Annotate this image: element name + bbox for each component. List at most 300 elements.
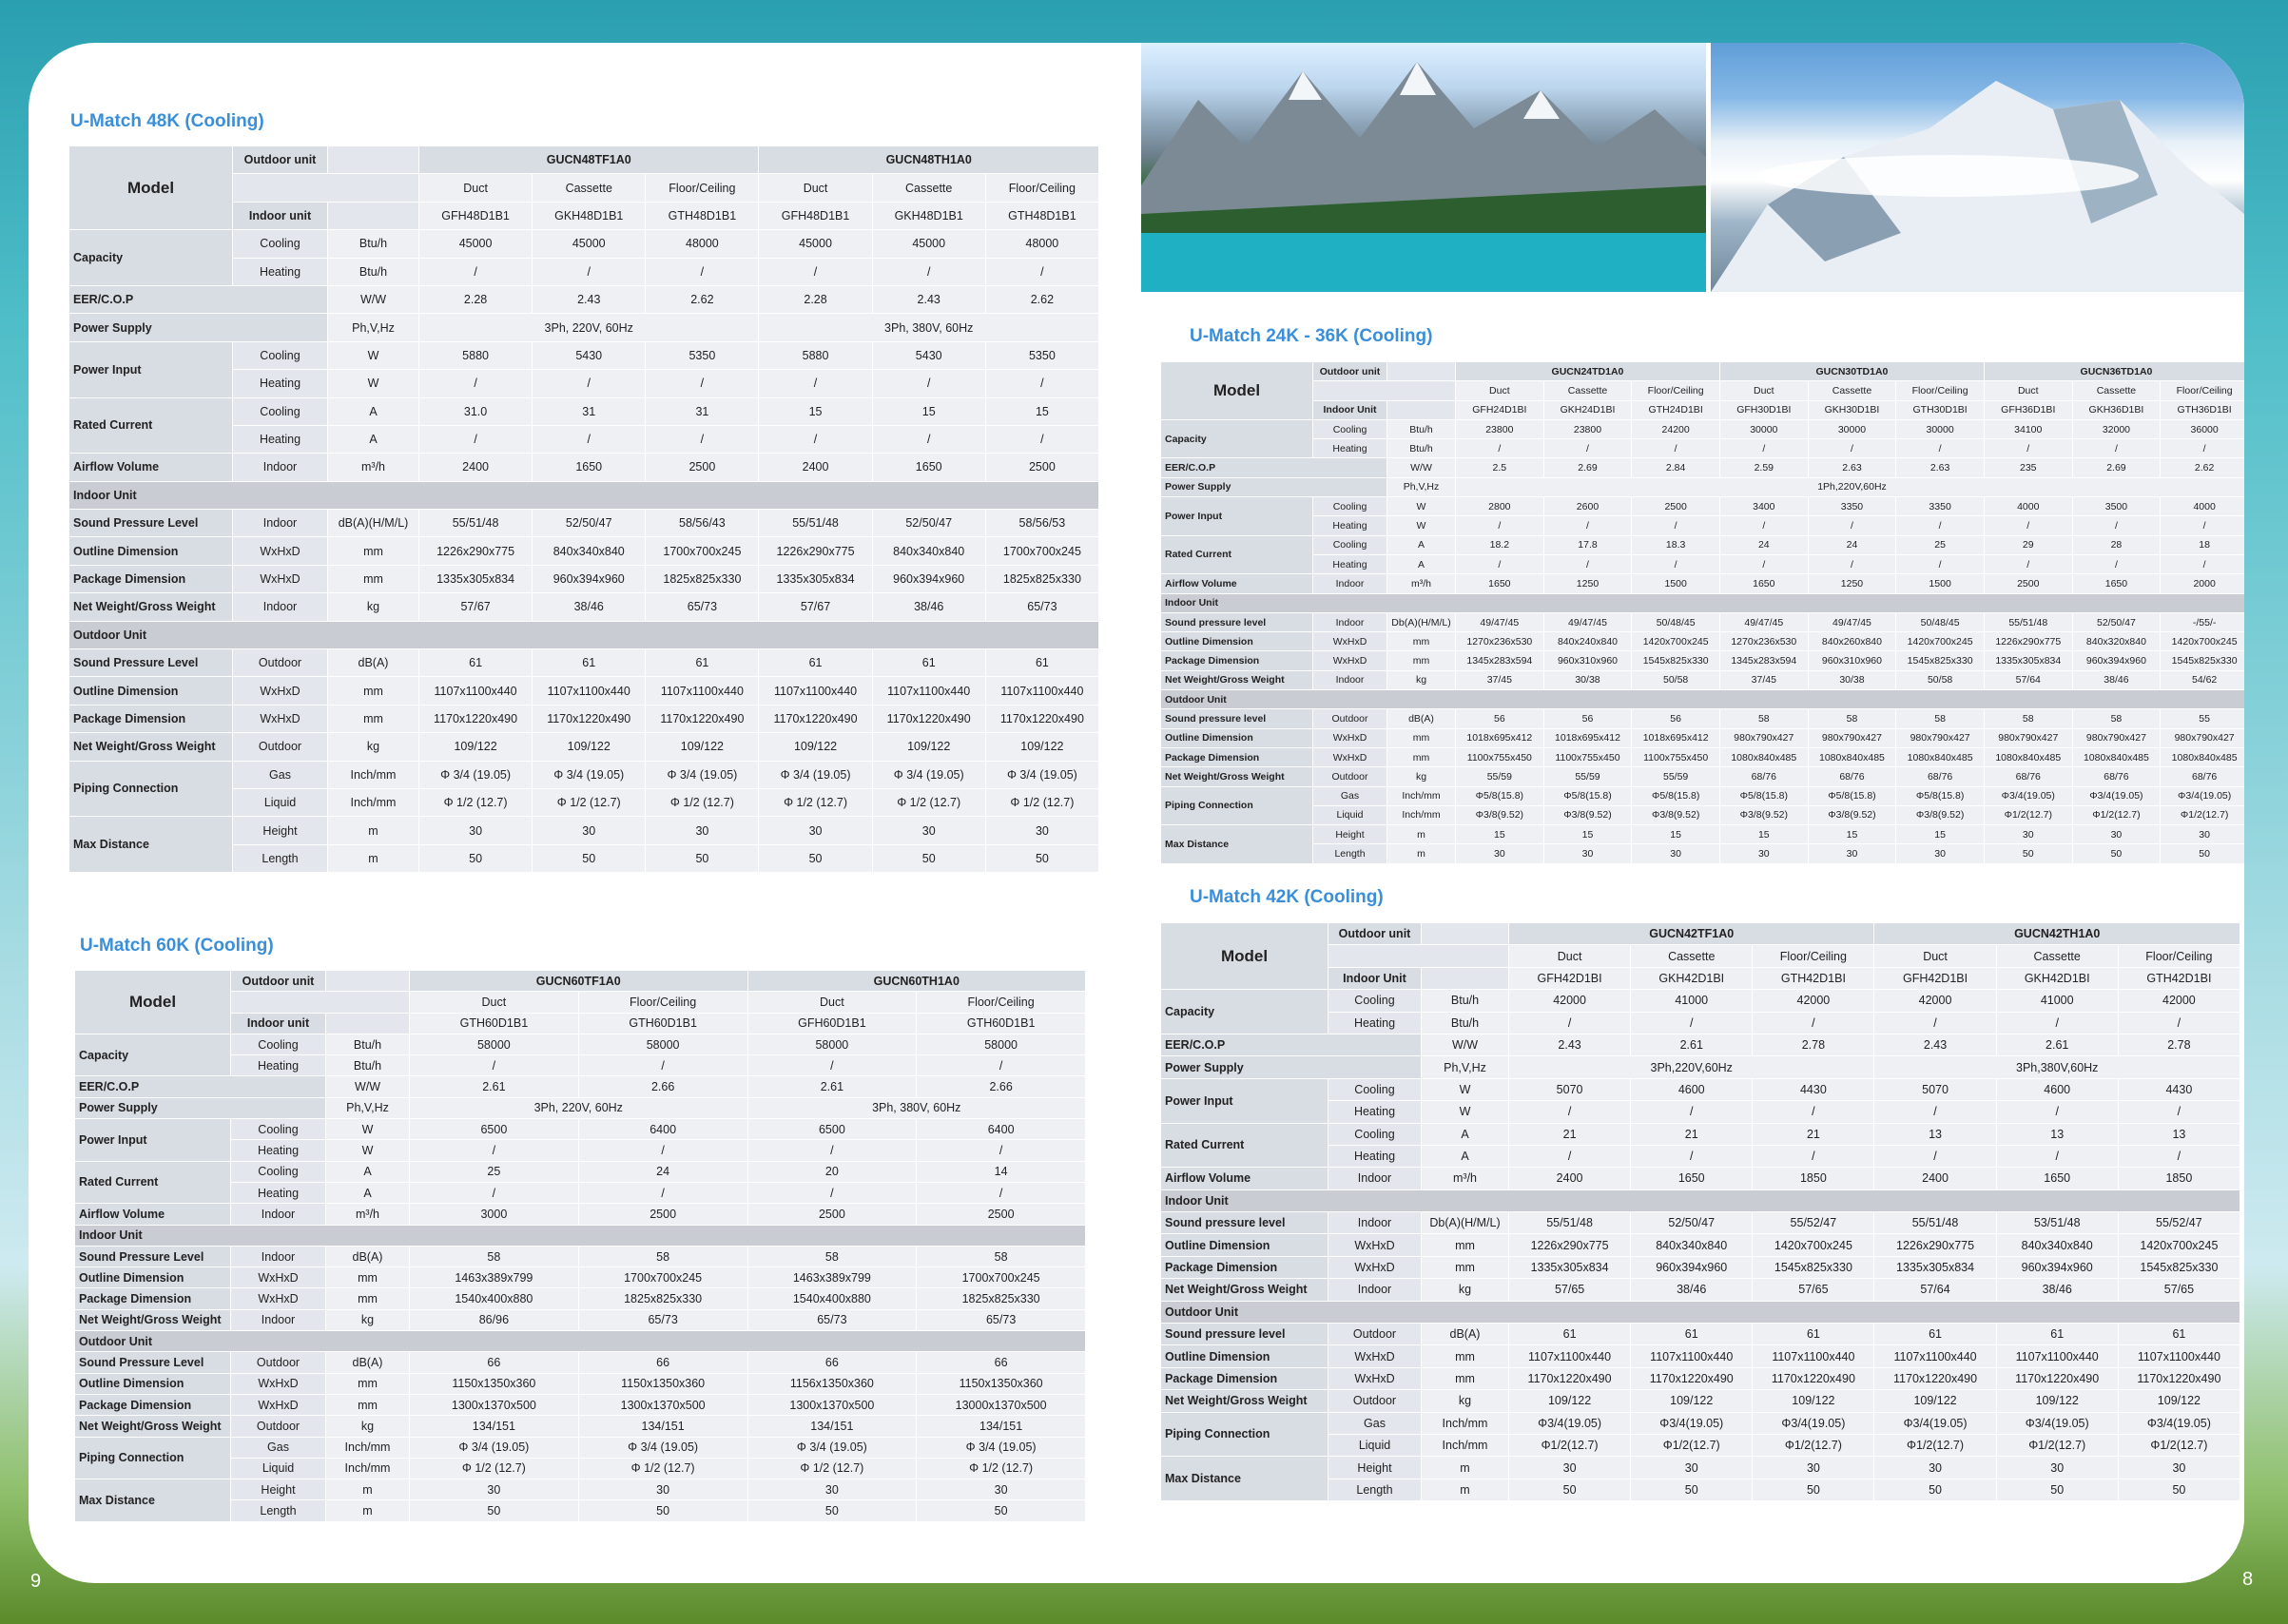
indoor-model: GTH60D1B1 bbox=[410, 1013, 579, 1034]
value-cell: Φ3/8(9.52) bbox=[1456, 805, 1544, 824]
unit-cell: mm bbox=[1387, 651, 1456, 670]
value-cell: / bbox=[1456, 516, 1544, 535]
value-cell: 21 bbox=[1509, 1123, 1631, 1145]
table-row bbox=[69, 510, 1099, 537]
unit-cell: A bbox=[328, 425, 419, 453]
row-sublabel: WxHxD bbox=[1313, 728, 1387, 747]
value-cell: 50 bbox=[419, 844, 533, 872]
table-row bbox=[75, 1352, 1086, 1373]
value-cell: 58 bbox=[1896, 709, 1985, 728]
value-cell: 34100 bbox=[1984, 419, 2072, 438]
value-cell: 38/46 bbox=[1631, 1279, 1753, 1301]
value-cell: 5350 bbox=[985, 341, 1098, 369]
value-cell: 45000 bbox=[533, 230, 646, 258]
blank-cell bbox=[326, 1013, 410, 1034]
row-sublabel: Outdoor bbox=[1328, 1390, 1422, 1412]
value-cell: 1170x1220x490 bbox=[1631, 1367, 1753, 1389]
row-label: Power Input bbox=[69, 341, 233, 397]
value-cell: 30 bbox=[1984, 825, 2072, 844]
value-cell: 1335x305x834 bbox=[759, 565, 872, 592]
indoor-type: Floor/Ceiling bbox=[2118, 945, 2240, 967]
unit-cell: Inch/mm bbox=[328, 788, 419, 816]
value-cell: 2.61 bbox=[747, 1076, 917, 1097]
row-sublabel: Outdoor bbox=[233, 733, 328, 761]
value-cell: 2500 bbox=[985, 454, 1098, 481]
section-header: Indoor Unit bbox=[69, 481, 1099, 509]
value-cell: Φ 3/4 (19.05) bbox=[872, 761, 985, 788]
value-cell: 1100x755x450 bbox=[1543, 747, 1632, 766]
value-cell: / bbox=[2161, 439, 2244, 458]
table-row bbox=[75, 1437, 1086, 1458]
table-row bbox=[1161, 612, 2245, 631]
value-cell: 1420x700x245 bbox=[1896, 632, 1985, 651]
value-cell: 134/151 bbox=[578, 1416, 747, 1437]
value-cell: 4000 bbox=[2161, 497, 2244, 516]
value-cell: 15 bbox=[1543, 825, 1632, 844]
row-sublabel: WxHxD bbox=[231, 1373, 326, 1394]
value-cell: 1107x1100x440 bbox=[1874, 1345, 1996, 1367]
unit-cell: A bbox=[1387, 554, 1456, 573]
indoor-type: Duct bbox=[1874, 945, 1996, 967]
value-cell: 1107x1100x440 bbox=[2118, 1345, 2240, 1367]
value-cell: Φ 3/4 (19.05) bbox=[759, 761, 872, 788]
value-cell: Φ5/8(15.8) bbox=[1719, 786, 1808, 805]
value-cell: Φ1/2(12.7) bbox=[1874, 1434, 1996, 1456]
value-cell: 58 bbox=[1719, 709, 1808, 728]
value-cell: Φ5/8(15.8) bbox=[1632, 786, 1720, 805]
value-cell: Φ3/4(19.05) bbox=[2072, 786, 2161, 805]
value-cell: Φ1/2(12.7) bbox=[2072, 805, 2161, 824]
row-sublabel: Height bbox=[231, 1479, 326, 1500]
value-cell: / bbox=[1719, 439, 1808, 458]
value-cell: 68/76 bbox=[1984, 767, 2072, 786]
value-cell: Φ 3/4 (19.05) bbox=[646, 761, 759, 788]
row-sublabel: Length bbox=[231, 1500, 326, 1521]
row-sublabel: Cooling bbox=[233, 341, 328, 369]
value-cell: Φ1/2(12.7) bbox=[1753, 1434, 1874, 1456]
table-row bbox=[75, 1479, 1086, 1500]
value-cell: 50/58 bbox=[1632, 670, 1720, 689]
value-cell: 58 bbox=[578, 1246, 747, 1266]
value-cell: Φ 1/2 (12.7) bbox=[419, 788, 533, 816]
unit-cell: dB(A) bbox=[328, 649, 419, 677]
table-header-row bbox=[1161, 400, 2245, 419]
section-row bbox=[1161, 1301, 2240, 1323]
value-cell: / bbox=[1896, 554, 1985, 573]
row-label: Rated Current bbox=[1161, 535, 1313, 574]
row-label: Net Weight/Gross Weight bbox=[1161, 670, 1313, 689]
value-cell: 50 bbox=[1984, 844, 2072, 863]
value-cell: 2400 bbox=[1874, 1168, 1996, 1189]
value-cell: 109/122 bbox=[872, 733, 985, 761]
value-cell: 840x240x840 bbox=[1543, 632, 1632, 651]
blank-cell bbox=[1422, 967, 1509, 989]
power-supply-value: 3Ph,380V,60Hz bbox=[1874, 1056, 2240, 1078]
indoor-model: GFH42D1BI bbox=[1509, 967, 1631, 989]
value-cell: / bbox=[1984, 554, 2072, 573]
table-header-row bbox=[1161, 923, 2240, 945]
value-cell: 1700x700x245 bbox=[917, 1267, 1086, 1288]
value-cell: 980x790x427 bbox=[2161, 728, 2244, 747]
row-label: Max Distance bbox=[75, 1479, 231, 1522]
blank-cell bbox=[1422, 923, 1509, 945]
value-cell: / bbox=[747, 1182, 917, 1203]
value-cell: 1080x840x485 bbox=[1719, 747, 1808, 766]
table-header-row bbox=[69, 146, 1099, 174]
row-sublabel: Heating bbox=[233, 425, 328, 453]
value-cell: 1107x1100x440 bbox=[646, 677, 759, 705]
value-cell: 1080x840x485 bbox=[1896, 747, 1985, 766]
indoor-type: Cassette bbox=[872, 174, 985, 202]
section-header: Outdoor Unit bbox=[75, 1331, 1086, 1352]
value-cell: 2.62 bbox=[985, 285, 1098, 313]
unit-cell: dB(A) bbox=[326, 1352, 410, 1373]
value-cell: 54/62 bbox=[2161, 670, 2244, 689]
unit-cell: m³/h bbox=[328, 454, 419, 481]
unit-cell: Inch/mm bbox=[326, 1458, 410, 1479]
row-sublabel: Cooling bbox=[231, 1161, 326, 1182]
value-cell: 30/38 bbox=[1543, 670, 1632, 689]
value-cell: 38/46 bbox=[2072, 670, 2161, 689]
value-cell: 1018x695x412 bbox=[1456, 728, 1544, 747]
row-sublabel: Heating bbox=[233, 258, 328, 285]
unit-cell: kg bbox=[1422, 1279, 1509, 1301]
value-cell: 48000 bbox=[646, 230, 759, 258]
unit-cell: Btu/h bbox=[326, 1055, 410, 1076]
unit-cell: kg bbox=[328, 733, 419, 761]
indoor-unit-header: Indoor unit bbox=[231, 1013, 326, 1034]
value-cell: 50 bbox=[1631, 1479, 1753, 1500]
value-cell: 2.59 bbox=[1719, 458, 1808, 477]
value-cell: 52/50/47 bbox=[2072, 612, 2161, 631]
table-row bbox=[1161, 1034, 2240, 1055]
table-row bbox=[75, 1416, 1086, 1437]
unit-cell: kg bbox=[1387, 767, 1456, 786]
unit-cell: Ph,V,Hz bbox=[1387, 477, 1456, 496]
value-cell: Φ 1/2 (12.7) bbox=[759, 788, 872, 816]
row-label: Capacity bbox=[1161, 990, 1328, 1034]
value-cell: 1545x825x330 bbox=[2161, 651, 2244, 670]
row-sublabel: Gas bbox=[233, 761, 328, 788]
row-label: Package Dimension bbox=[1161, 1256, 1328, 1278]
row-sublabel: WxHxD bbox=[1328, 1256, 1422, 1278]
value-cell: 49/47/45 bbox=[1543, 612, 1632, 631]
value-cell: Φ1/2(12.7) bbox=[2161, 805, 2244, 824]
value-cell: Φ5/8(15.8) bbox=[1808, 786, 1896, 805]
value-cell: 57/64 bbox=[1874, 1279, 1996, 1301]
section-header: Outdoor Unit bbox=[1161, 1301, 2240, 1323]
value-cell: 1335x305x834 bbox=[1509, 1256, 1631, 1278]
value-cell: 1345x283x594 bbox=[1719, 651, 1808, 670]
indoor-unit-header: Indoor Unit bbox=[1313, 400, 1387, 419]
value-cell: 66 bbox=[917, 1352, 1086, 1373]
row-sublabel: Indoor bbox=[1313, 574, 1387, 593]
section-row bbox=[69, 481, 1099, 509]
value-cell: 4000 bbox=[1984, 497, 2072, 516]
indoor-type: Cassette bbox=[1631, 945, 1753, 967]
value-cell: 42000 bbox=[1509, 990, 1631, 1012]
value-cell: 30 bbox=[1631, 1457, 1753, 1479]
table-row bbox=[69, 761, 1099, 788]
value-cell: 1080x840x485 bbox=[1984, 747, 2072, 766]
table-row bbox=[1161, 1078, 2240, 1100]
value-cell: Φ3/4(19.05) bbox=[1984, 786, 2072, 805]
value-cell: 1170x1220x490 bbox=[985, 705, 1098, 732]
blank-cell bbox=[1387, 400, 1456, 419]
value-cell: / bbox=[872, 370, 985, 397]
row-label: Sound Pressure Level bbox=[75, 1246, 231, 1266]
unit-cell: W bbox=[1422, 1078, 1509, 1100]
spec-table-48k bbox=[68, 145, 1099, 873]
value-cell: Φ3/4(19.05) bbox=[2118, 1412, 2240, 1434]
value-cell: 1335x305x834 bbox=[419, 565, 533, 592]
value-cell: 57/65 bbox=[1509, 1279, 1631, 1301]
unit-cell: mm bbox=[1387, 632, 1456, 651]
value-cell: Φ 3/4 (19.05) bbox=[419, 761, 533, 788]
value-cell: 1650 bbox=[1456, 574, 1544, 593]
value-cell: 840x340x840 bbox=[1996, 1234, 2118, 1256]
value-cell: 55/59 bbox=[1456, 767, 1544, 786]
value-cell: 30 bbox=[2072, 825, 2161, 844]
unit-cell: Btu/h bbox=[1422, 990, 1509, 1012]
value-cell: 109/122 bbox=[985, 733, 1098, 761]
outdoor-unit-header: Outdoor unit bbox=[231, 971, 326, 992]
spec-table-42k bbox=[1160, 922, 2240, 1501]
section-row bbox=[1161, 593, 2245, 612]
outdoor-model: GUCN60TF1A0 bbox=[410, 971, 748, 992]
value-cell: 15 bbox=[1719, 825, 1808, 844]
row-label: Sound Pressure Level bbox=[69, 510, 233, 537]
value-cell: 50 bbox=[1509, 1479, 1631, 1500]
value-cell: 1150x1350x360 bbox=[578, 1373, 747, 1394]
value-cell: 980x790x427 bbox=[1984, 728, 2072, 747]
value-cell: Φ3/8(9.52) bbox=[1719, 805, 1808, 824]
value-cell: 57/67 bbox=[419, 593, 533, 621]
row-sublabel: Indoor bbox=[233, 510, 328, 537]
unit-cell: Btu/h bbox=[1387, 439, 1456, 458]
value-cell: 58000 bbox=[578, 1034, 747, 1054]
value-cell: / bbox=[2072, 554, 2161, 573]
value-cell: 1100x755x450 bbox=[1456, 747, 1544, 766]
value-cell: 1250 bbox=[1543, 574, 1632, 593]
value-cell: 21 bbox=[1753, 1123, 1874, 1145]
row-sublabel: WxHxD bbox=[231, 1394, 326, 1415]
indoor-model: GFH30D1BI bbox=[1719, 400, 1808, 419]
value-cell: Φ 1/2 (12.7) bbox=[917, 1458, 1086, 1479]
row-label: EER/C.O.P bbox=[1161, 458, 1387, 477]
row-label: Max Distance bbox=[1161, 1457, 1328, 1501]
indoor-model: GFH48D1B1 bbox=[419, 202, 533, 229]
row-sublabel: Indoor bbox=[1313, 670, 1387, 689]
table-row bbox=[75, 1373, 1086, 1394]
row-sublabel: Cooling bbox=[1313, 535, 1387, 554]
table-row bbox=[1161, 516, 2245, 535]
indoor-type: Floor/Ceiling bbox=[1632, 381, 1720, 400]
unit-cell: m bbox=[1422, 1479, 1509, 1500]
table-row bbox=[69, 593, 1099, 621]
value-cell: 2.43 bbox=[533, 285, 646, 313]
indoor-type: Duct bbox=[759, 174, 872, 202]
value-cell: Φ 3/4 (19.05) bbox=[985, 761, 1098, 788]
value-cell: 1150x1350x360 bbox=[410, 1373, 579, 1394]
value-cell: 2.5 bbox=[1456, 458, 1544, 477]
value-cell: / bbox=[1631, 1101, 1753, 1123]
indoor-model: GFH24D1BI bbox=[1456, 400, 1544, 419]
value-cell: 49/47/45 bbox=[1808, 612, 1896, 631]
value-cell: 30 bbox=[872, 817, 985, 844]
value-cell: Φ3/8(9.52) bbox=[1896, 805, 1985, 824]
blank-cell bbox=[328, 146, 419, 174]
power-supply-value: 3Ph, 380V, 60Hz bbox=[759, 314, 1099, 341]
value-cell: 45000 bbox=[872, 230, 985, 258]
value-cell: Φ3/8(9.52) bbox=[1632, 805, 1720, 824]
value-cell: / bbox=[578, 1055, 747, 1076]
unit-cell: mm bbox=[1422, 1367, 1509, 1389]
value-cell: 30 bbox=[1996, 1457, 2118, 1479]
value-cell: / bbox=[410, 1140, 579, 1161]
row-sublabel: Outdoor bbox=[1313, 709, 1387, 728]
table-row bbox=[1161, 786, 2245, 805]
row-sublabel: Height bbox=[1328, 1457, 1422, 1479]
value-cell: 24200 bbox=[1632, 419, 1720, 438]
value-cell: 1650 bbox=[533, 454, 646, 481]
row-label: Package Dimension bbox=[75, 1288, 231, 1309]
indoor-type: Cassette bbox=[1808, 381, 1896, 400]
unit-cell: m bbox=[326, 1500, 410, 1521]
indoor-type: Cassette bbox=[1996, 945, 2118, 967]
value-cell: / bbox=[646, 258, 759, 285]
value-cell: 1107x1100x440 bbox=[1753, 1345, 1874, 1367]
outdoor-model: GUCN24TD1A0 bbox=[1456, 362, 1720, 381]
value-cell: 2.63 bbox=[1808, 458, 1896, 477]
value-cell: 30 bbox=[2161, 825, 2244, 844]
table-row bbox=[1161, 709, 2245, 728]
value-cell: 30 bbox=[2118, 1457, 2240, 1479]
value-cell: 1850 bbox=[2118, 1168, 2240, 1189]
table-row bbox=[1161, 844, 2245, 863]
value-cell: 58 bbox=[2072, 709, 2161, 728]
unit-cell: mm bbox=[326, 1373, 410, 1394]
value-cell: / bbox=[2161, 516, 2244, 535]
row-sublabel: Indoor bbox=[1328, 1212, 1422, 1234]
value-cell: 30 bbox=[1543, 844, 1632, 863]
table-row bbox=[75, 1267, 1086, 1288]
table-row bbox=[1161, 554, 2245, 573]
value-cell: Φ 1/2 (12.7) bbox=[872, 788, 985, 816]
value-cell: / bbox=[1543, 554, 1632, 573]
row-sublabel: Cooling bbox=[1328, 1078, 1422, 1100]
value-cell: 2500 bbox=[646, 454, 759, 481]
value-cell: 980x790x427 bbox=[2072, 728, 2161, 747]
unit-cell: m bbox=[326, 1479, 410, 1500]
table-row bbox=[75, 1034, 1086, 1054]
value-cell: 1250 bbox=[1808, 574, 1896, 593]
unit-cell: Btu/h bbox=[1422, 1012, 1509, 1034]
value-cell: 2500 bbox=[747, 1204, 917, 1225]
row-sublabel: WxHxD bbox=[1328, 1367, 1422, 1389]
value-cell: 1420x700x245 bbox=[2161, 632, 2244, 651]
indoor-type: Floor/Ceiling bbox=[2161, 381, 2244, 400]
value-cell: 109/122 bbox=[759, 733, 872, 761]
power-supply-value: 3Ph, 380V, 60Hz bbox=[747, 1097, 1086, 1118]
row-label: Piping Connection bbox=[1161, 1412, 1328, 1457]
value-cell: 18.3 bbox=[1632, 535, 1720, 554]
value-cell: 61 bbox=[1996, 1324, 2118, 1345]
value-cell: / bbox=[1874, 1012, 1996, 1034]
value-cell: 1170x1220x490 bbox=[759, 705, 872, 732]
value-cell: 50/48/45 bbox=[1896, 612, 1985, 631]
table-row bbox=[1161, 1412, 2240, 1434]
value-cell: 6400 bbox=[578, 1119, 747, 1140]
value-cell: / bbox=[985, 258, 1098, 285]
row-sublabel: Outdoor bbox=[233, 649, 328, 677]
indoor-model: GKH48D1B1 bbox=[533, 202, 646, 229]
unit-cell: W bbox=[326, 1140, 410, 1161]
value-cell: 134/151 bbox=[917, 1416, 1086, 1437]
outdoor-model: GUCN30TD1A0 bbox=[1719, 362, 1984, 381]
value-cell: 38/46 bbox=[533, 593, 646, 621]
model-header: Model bbox=[1161, 362, 1313, 420]
unit-cell: A bbox=[1422, 1123, 1509, 1145]
row-sublabel: Cooling bbox=[233, 230, 328, 258]
value-cell: 86/96 bbox=[410, 1309, 579, 1330]
value-cell: Φ 1/2 (12.7) bbox=[985, 788, 1098, 816]
value-cell: 4600 bbox=[1631, 1078, 1753, 1100]
section-row bbox=[69, 621, 1099, 648]
value-cell: 2600 bbox=[1543, 497, 1632, 516]
row-sublabel: Gas bbox=[231, 1437, 326, 1458]
value-cell: 5880 bbox=[419, 341, 533, 369]
unit-cell: m bbox=[1387, 825, 1456, 844]
value-cell: / bbox=[578, 1140, 747, 1161]
value-cell: 53/51/48 bbox=[1996, 1212, 2118, 1234]
value-cell: 52/50/47 bbox=[533, 510, 646, 537]
row-label: Power Input bbox=[75, 1119, 231, 1162]
row-label: Net Weight/Gross Weight bbox=[69, 593, 233, 621]
value-cell: 109/122 bbox=[1996, 1390, 2118, 1412]
value-cell: / bbox=[2118, 1012, 2240, 1034]
value-cell: 6500 bbox=[410, 1119, 579, 1140]
table-row bbox=[1161, 1324, 2240, 1345]
unit-cell: W bbox=[328, 370, 419, 397]
section-row bbox=[1161, 690, 2245, 709]
unit-cell: kg bbox=[328, 593, 419, 621]
row-label: Package Dimension bbox=[69, 705, 233, 732]
value-cell: 23800 bbox=[1456, 419, 1544, 438]
indoor-model: GTH60D1B1 bbox=[578, 1013, 747, 1034]
value-cell: 56 bbox=[1456, 709, 1544, 728]
row-sublabel: WxHxD bbox=[1328, 1345, 1422, 1367]
indoor-model: GTH60D1B1 bbox=[917, 1013, 1086, 1034]
indoor-model: GFH42D1BI bbox=[1874, 967, 1996, 989]
value-cell: -/55/- bbox=[2161, 612, 2244, 631]
outdoor-unit-header: Outdoor unit bbox=[1313, 362, 1387, 381]
value-cell: / bbox=[2118, 1145, 2240, 1167]
value-cell: Φ 3/4 (19.05) bbox=[747, 1437, 917, 1458]
value-cell: 2.61 bbox=[1631, 1034, 1753, 1055]
value-cell: 2.61 bbox=[1996, 1034, 2118, 1055]
value-cell: 30 bbox=[1753, 1457, 1874, 1479]
value-cell: 840x320x840 bbox=[2072, 632, 2161, 651]
value-cell: Φ3/4(19.05) bbox=[1509, 1412, 1631, 1434]
value-cell: 61 bbox=[1753, 1324, 1874, 1345]
value-cell: / bbox=[1632, 554, 1720, 573]
value-cell: / bbox=[1896, 439, 1985, 458]
value-cell: 1540x400x880 bbox=[747, 1288, 917, 1309]
value-cell: 5430 bbox=[872, 341, 985, 369]
row-label: Net Weight/Gross Weight bbox=[1161, 767, 1313, 786]
value-cell: 30 bbox=[1896, 844, 1985, 863]
